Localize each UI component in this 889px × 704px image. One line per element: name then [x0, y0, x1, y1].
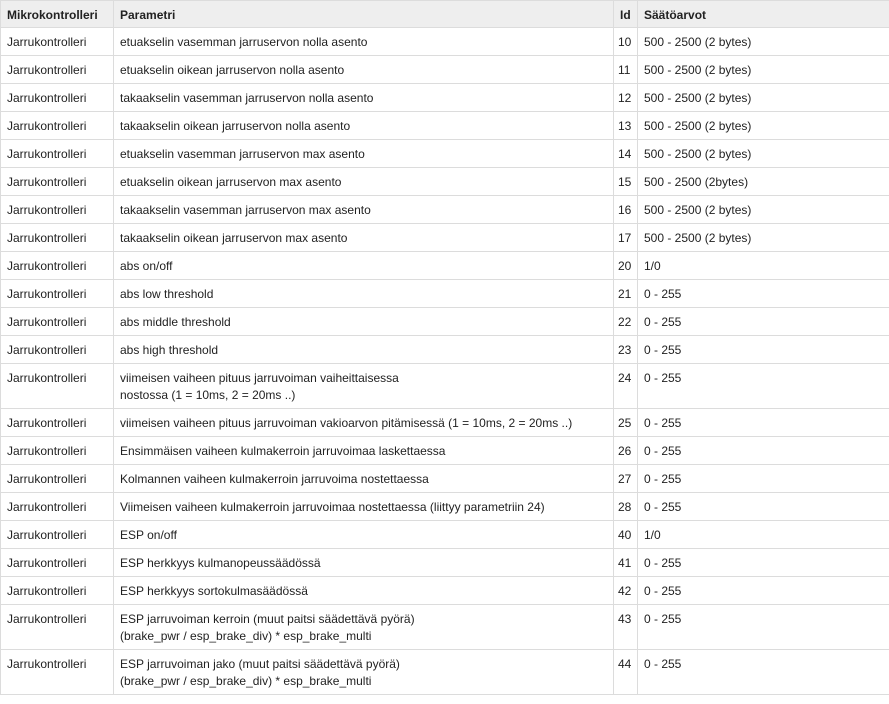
table-row — [1, 112, 889, 140]
cell-controller: Jarrukontrolleri — [1, 437, 114, 465]
cell-id: 28 — [614, 493, 638, 521]
cell-parameter — [114, 280, 614, 308]
cell-id: 10 — [614, 28, 638, 56]
cell-values: 0 - 255 — [638, 549, 889, 577]
parameter-line: takaakselin oikean jarruservon nolla asento — [120, 119, 351, 133]
cell-controller: Jarrukontrolleri — [1, 168, 114, 196]
cell-parameter — [114, 549, 614, 577]
cell-controller: Jarrukontrolleri — [1, 521, 114, 549]
cell-values: 0 - 255 — [638, 364, 889, 409]
cell-controller: Jarrukontrolleri — [1, 650, 114, 695]
header-parameter: Parametri — [114, 1, 614, 28]
cell-controller: Jarrukontrolleri — [1, 605, 114, 650]
cell-id: 22 — [614, 308, 638, 336]
cell-parameter — [114, 168, 614, 196]
table-row — [1, 650, 889, 695]
cell-parameter — [114, 336, 614, 364]
parameter-line: abs high threshold — [120, 343, 219, 357]
parameter-line: takaakselin oikean jarruservon max asento — [120, 231, 348, 245]
cell-id: 26 — [614, 437, 638, 465]
table-row — [1, 28, 889, 56]
cell-id: 12 — [614, 84, 638, 112]
cell-id: 40 — [614, 521, 638, 549]
cell-id: 21 — [614, 280, 638, 308]
cell-values: 500 - 2500 (2bytes) — [638, 168, 889, 196]
cell-values: 0 - 255 — [638, 465, 889, 493]
parameter-line: etuakselin oikean jarruservon nolla asento — [120, 63, 345, 77]
cell-id: 25 — [614, 409, 638, 437]
table-row — [1, 605, 889, 650]
table-row — [1, 465, 889, 493]
cell-id: 13 — [614, 112, 638, 140]
table-row — [1, 196, 889, 224]
cell-values: 500 - 2500 (2 bytes) — [638, 84, 889, 112]
cell-parameter — [114, 521, 614, 549]
cell-values: 1/0 — [638, 252, 889, 280]
cell-parameter — [114, 308, 614, 336]
header-id: Id — [614, 1, 638, 28]
parameter-line: etuakselin vasemman jarruservon nolla asento — [120, 35, 368, 49]
cell-id: 44 — [614, 650, 638, 695]
cell-controller: Jarrukontrolleri — [1, 465, 114, 493]
parameter-line: abs low threshold — [120, 287, 214, 301]
cell-parameter — [114, 56, 614, 84]
cell-parameter — [114, 437, 614, 465]
parameter-line: abs middle threshold — [120, 315, 231, 329]
cell-id: 24 — [614, 364, 638, 409]
parameter-line: etuakselin oikean jarruservon max asento — [120, 175, 342, 189]
parameter-line: ESP on/off — [120, 528, 177, 542]
cell-values: 500 - 2500 (2 bytes) — [638, 196, 889, 224]
cell-parameter — [114, 364, 614, 409]
parameter-line: viimeisen vaiheen pituus jarruvoiman vaiheittaisessa — [120, 371, 399, 385]
cell-parameter — [114, 140, 614, 168]
cell-parameter — [114, 650, 614, 695]
parameter-line: Kolmannen vaiheen kulmakerroin jarruvoima nostettaessa — [120, 472, 429, 486]
table-row — [1, 308, 889, 336]
table-row — [1, 84, 889, 112]
table-row — [1, 521, 889, 549]
cell-values: 500 - 2500 (2 bytes) — [638, 112, 889, 140]
cell-parameter — [114, 409, 614, 437]
cell-id: 41 — [614, 549, 638, 577]
cell-id: 17 — [614, 224, 638, 252]
table-row — [1, 336, 889, 364]
table-body — [1, 28, 889, 695]
parameter-line: ESP herkkyys kulmanopeussäädössä — [120, 556, 321, 570]
table-row — [1, 364, 889, 409]
cell-controller: Jarrukontrolleri — [1, 140, 114, 168]
cell-id: 27 — [614, 465, 638, 493]
table-header-row — [1, 1, 889, 28]
parameter-line: takaakselin vasemman jarruservon nolla asento — [120, 91, 374, 105]
cell-values: 500 - 2500 (2 bytes) — [638, 28, 889, 56]
cell-id: 42 — [614, 577, 638, 605]
cell-values: 1/0 — [638, 521, 889, 549]
cell-parameter — [114, 605, 614, 650]
table-row — [1, 549, 889, 577]
cell-id: 15 — [614, 168, 638, 196]
parameter-line: nostossa (1 = 10ms, 2 = 20ms ..) — [120, 388, 296, 402]
table-row — [1, 493, 889, 521]
cell-parameter — [114, 577, 614, 605]
cell-values: 0 - 255 — [638, 577, 889, 605]
cell-controller: Jarrukontrolleri — [1, 493, 114, 521]
cell-controller: Jarrukontrolleri — [1, 112, 114, 140]
table-row — [1, 224, 889, 252]
parameter-line: ESP jarruvoiman jako (muut paitsi säädettävä pyörä) — [120, 657, 400, 671]
table-row — [1, 140, 889, 168]
cell-values: 0 - 255 — [638, 437, 889, 465]
cell-controller: Jarrukontrolleri — [1, 549, 114, 577]
cell-parameter — [114, 28, 614, 56]
cell-controller: Jarrukontrolleri — [1, 196, 114, 224]
cell-parameter — [114, 196, 614, 224]
cell-id: 20 — [614, 252, 638, 280]
cell-controller: Jarrukontrolleri — [1, 409, 114, 437]
table-row — [1, 168, 889, 196]
cell-values: 0 - 255 — [638, 493, 889, 521]
header-controller: Mikrokontrolleri — [1, 1, 114, 28]
cell-values: 0 - 255 — [638, 650, 889, 695]
parameter-line: Viimeisen vaiheen kulmakerroin jarruvoimaa nostettaessa (liittyy parametriin 24) — [120, 500, 545, 514]
parameter-line: (brake_pwr / esp_brake_div) * esp_brake_multi — [120, 629, 372, 643]
cell-parameter — [114, 84, 614, 112]
cell-parameter — [114, 252, 614, 280]
parameter-line: ESP jarruvoiman kerroin (muut paitsi säädettävä pyörä) — [120, 612, 415, 626]
cell-controller: Jarrukontrolleri — [1, 252, 114, 280]
cell-values: 0 - 255 — [638, 409, 889, 437]
cell-id: 14 — [614, 140, 638, 168]
cell-controller: Jarrukontrolleri — [1, 224, 114, 252]
cell-values: 0 - 255 — [638, 605, 889, 650]
cell-values: 0 - 255 — [638, 336, 889, 364]
table-row — [1, 577, 889, 605]
parameter-line: (brake_pwr / esp_brake_div) * esp_brake_multi — [120, 674, 372, 688]
header-values: Säätöarvot — [638, 1, 889, 28]
cell-values: 0 - 255 — [638, 308, 889, 336]
cell-id: 43 — [614, 605, 638, 650]
parameter-line: takaakselin vasemman jarruservon max asento — [120, 203, 371, 217]
cell-values: 500 - 2500 (2 bytes) — [638, 140, 889, 168]
cell-values: 500 - 2500 (2 bytes) — [638, 56, 889, 84]
cell-controller: Jarrukontrolleri — [1, 56, 114, 84]
cell-controller: Jarrukontrolleri — [1, 84, 114, 112]
table-row — [1, 437, 889, 465]
cell-values: 0 - 255 — [638, 280, 889, 308]
cell-id: 16 — [614, 196, 638, 224]
cell-controller: Jarrukontrolleri — [1, 577, 114, 605]
cell-controller: Jarrukontrolleri — [1, 28, 114, 56]
cell-parameter — [114, 465, 614, 493]
cell-controller: Jarrukontrolleri — [1, 364, 114, 409]
parameter-line: ESP herkkyys sortokulmasäädössä — [120, 584, 308, 598]
cell-controller: Jarrukontrolleri — [1, 280, 114, 308]
parameter-line: Ensimmäisen vaiheen kulmakerroin jarruvoimaa laskettaessa — [120, 444, 446, 458]
cell-values: 500 - 2500 (2 bytes) — [638, 224, 889, 252]
table-row — [1, 252, 889, 280]
cell-parameter — [114, 224, 614, 252]
parameter-line: abs on/off — [120, 259, 173, 273]
cell-controller: Jarrukontrolleri — [1, 308, 114, 336]
cell-parameter — [114, 493, 614, 521]
table-row — [1, 280, 889, 308]
parameter-line: viimeisen vaiheen pituus jarruvoiman vakioarvon pitämisessä (1 = 10ms, 2 = 20ms ..) — [120, 416, 573, 430]
parameter-line: etuakselin vasemman jarruservon max asento — [120, 147, 365, 161]
table-row — [1, 56, 889, 84]
table-row — [1, 409, 889, 437]
cell-id: 11 — [614, 56, 638, 84]
cell-parameter — [114, 112, 614, 140]
cell-id: 23 — [614, 336, 638, 364]
cell-controller: Jarrukontrolleri — [1, 336, 114, 364]
